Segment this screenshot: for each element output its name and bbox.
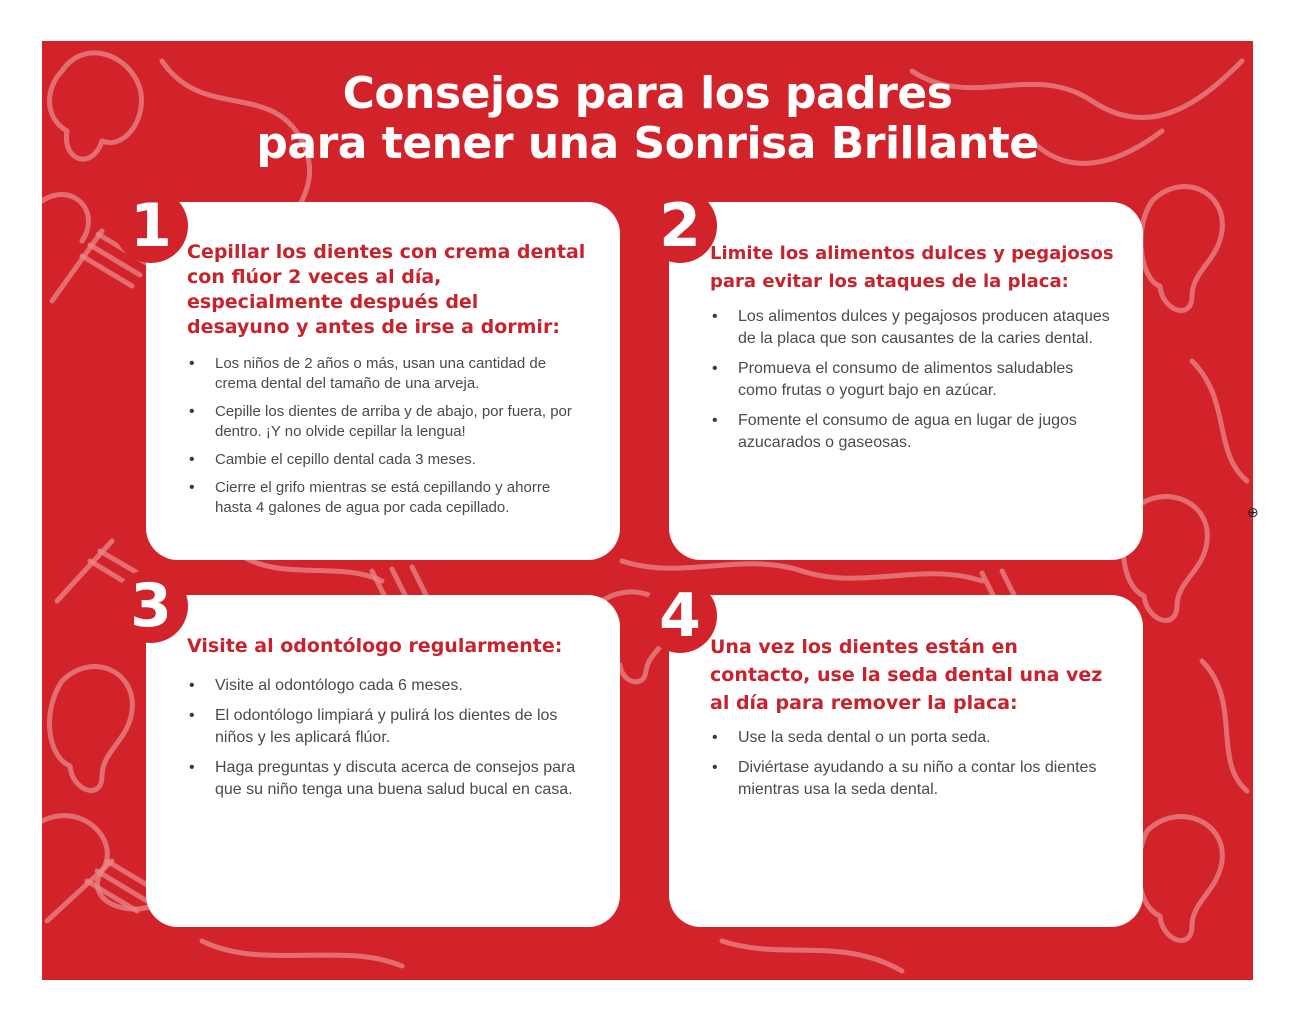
list-item: • Diviértase ayudando a su niño a contar los dientes mientras usa la seda dental.	[710, 757, 1110, 801]
tip-heading: Limite los alimentos dulces y pegajosos para evitar los ataques de la placa:	[710, 243, 1114, 292]
list-item: • Fomente el consumo de agua en lugar de jugos azucarados o gaseosas.	[710, 410, 1110, 454]
poster-title-line-2: para tener una Sonrisa Brillante	[256, 118, 1039, 169]
tip-number-badge: 1	[114, 189, 188, 263]
list-item: • Promueva el consumo de alimentos saludables como frutas o yogurt bajo en azúcar.	[710, 358, 1110, 402]
list-item: • Los alimentos dulces y pegajosos producen ataques de la placa que son causantes de la caries dental.	[710, 306, 1110, 350]
list-item: • Haga preguntas y discuta acerca de consejos para que su niño tenga una buena salud bucal en casa.	[187, 757, 587, 801]
list-item: • Cepille los dientes de arriba y de abajo, por fuera, por dentro. ¡Y no olvide cepillar la lengua!	[187, 402, 587, 442]
tip-card-2	[669, 202, 1143, 560]
list-item: • Cambie el cepillo dental cada 3 meses.	[187, 450, 587, 470]
tip-bullet-list	[187, 675, 587, 809]
tip-number-badge: 3	[114, 569, 188, 643]
list-item: • El odontólogo limpiará y pulirá los dientes de los niños y les aplicará flúor.	[187, 705, 587, 749]
list-item: • Los niños de 2 años o más, usan una cantidad de crema dental del tamaño de una arveja.	[187, 354, 587, 394]
list-item: • Cierre el grifo mientras se está cepillando y ahorre hasta 4 galones de agua por cada cepillado.	[187, 478, 587, 518]
tooth-icon	[50, 667, 133, 791]
tip-heading: Visite al odontólogo regularmente:	[187, 635, 563, 657]
tip-heading: Una vez los dientes están en contacto, use la seda dental una vez al día para remover la placa:	[710, 636, 1103, 714]
list-item: • Visite al odontólogo cada 6 meses.	[187, 675, 587, 697]
tip-bullet-list	[187, 354, 587, 526]
tip-card-1	[146, 202, 620, 560]
tip-card-3	[146, 595, 620, 927]
tip-number-badge: 2	[643, 189, 717, 263]
tip-bullet-list	[710, 727, 1110, 809]
tip-number-badge: 4	[643, 579, 717, 653]
poster	[42, 41, 1253, 980]
tip-card-4	[669, 595, 1143, 927]
tooth-icon	[1138, 817, 1222, 941]
tip-bullet-list	[710, 306, 1110, 462]
cursor-icon: ⊕	[1247, 504, 1259, 520]
poster-title-line-1: Consejos para los padres	[342, 68, 953, 119]
list-item: • Use la seda dental o un porta seda.	[710, 727, 1110, 749]
tip-heading: Cepillar los dientes con crema dental con flúor 2 veces al día, especialmente después del desayuno y antes de irse a dormir:	[187, 241, 586, 338]
tooth-icon	[1141, 187, 1222, 311]
